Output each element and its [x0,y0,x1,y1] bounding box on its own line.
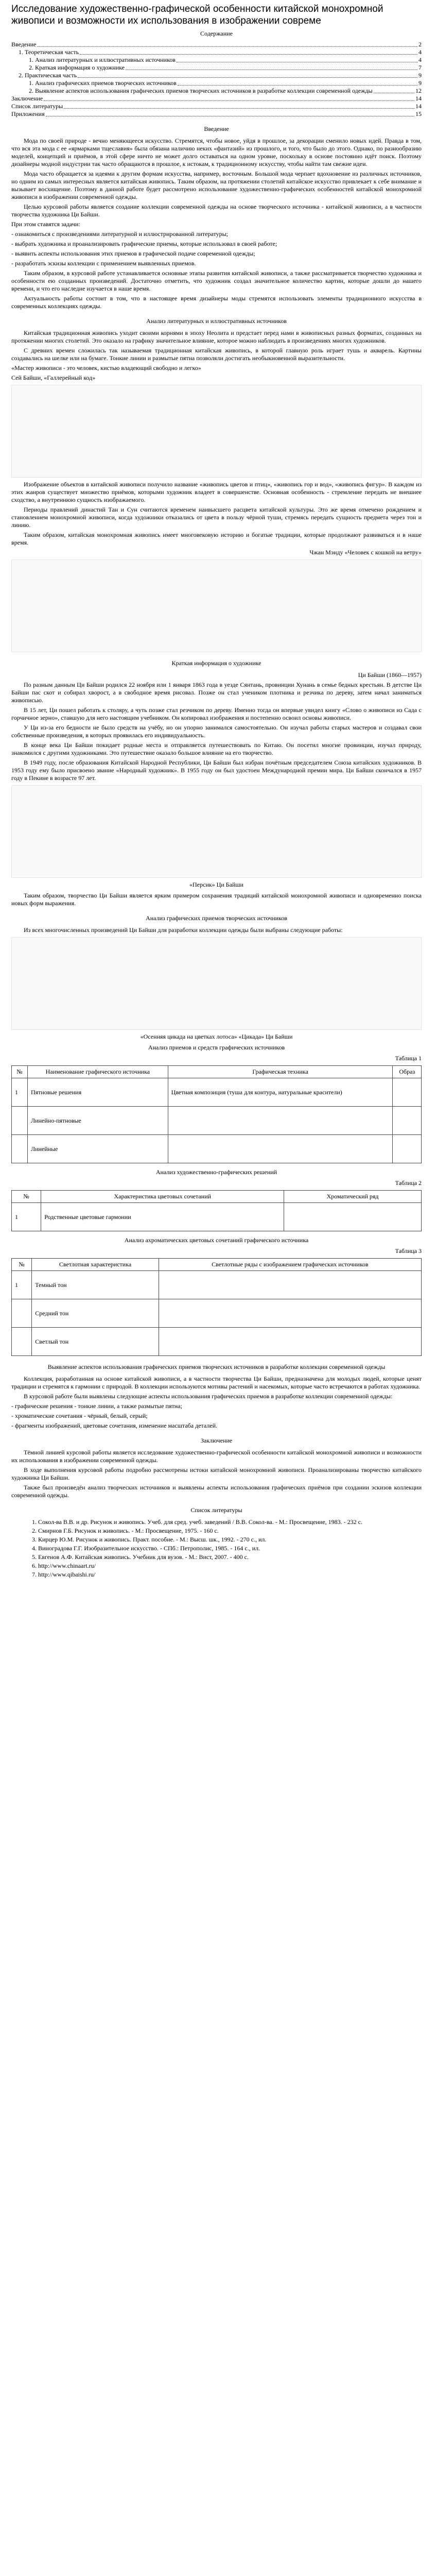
aspect-item: - фрагменты изображений, цветовые сочетания, изменение масштаба деталей. [11,1422,218,1429]
table-cell [12,1299,32,1328]
toc-entry-label: Заключение [11,95,43,102]
toc-entry-label: 1. Теоретическая часть [19,48,79,56]
toc-entry-page: 4 [418,56,422,63]
table-header-cell: № [12,1066,28,1078]
table-row [12,1328,422,1356]
toc-leader-dots [80,54,417,55]
artist-paragraph-1: По разным данным Ци Байши родился 22 ноября или 1 января 1863 года в уезде Сянтань, провинции Хунань в семье бедных крестьян. В детстве Ци Байши пас скот и собирал хворост, а в свободное время рисовал. Позже он стал учеником плотника и резчика по дереву, затем начал заниматься живописью. [11,681,422,704]
toc-entry-label: 2. Практическая часть [19,72,77,79]
reference-item: 3. Кирцер Ю.М. Рисунок и живопись. Практ. пособие. - М.: Высш. шк., 1992. - 270 с., ил. [32,1536,267,1543]
task-item: - разработать эскизы коллекции с применением выявленных приемов. [11,260,196,267]
artwork-caption-right: Чжан Мэнду «Человек с кошкой на ветру» [309,549,422,556]
practical-paragraph-3: В курсовой работе были выявлены следующие аспекты использования графических приемов в разработке коллекции современной одежды: [24,1393,393,1400]
works-caption: «Осенняя цикада на цветках лотоса» «Цикада» Ци Байши [140,1033,293,1040]
analysis-heading: Анализ литературных и иллюстративных источников [146,317,287,325]
toc-entry-page: 9 [418,72,422,79]
table-cell [159,1271,421,1299]
toc-leader-dots [178,85,417,86]
intro-paragraph-5: Актуальность работы состоит в том, что в настоящее время дизайнеры моды стремятся использовать элементы традиционного искусства в современных коллекциях одежды. [11,295,422,310]
toc-entry-page: 15 [415,110,422,117]
table-cell [12,1107,28,1135]
artist-paragraph-2: В 15 лет, Ци пошел работать к столяру, а чуть позже стал резчиком по дереву. Именно тогда он впервые увидел книгу «Слово о живописи из Сада с горчичное зерно», ставшую для него настоящим учебником. Он копировал изображения и постепенно освоил основы живописи. [11,706,422,721]
artist-paragraph-3: У Ци из-за его бедности не было средств на учёбу, но он упорно занимался самостоятельно. Он изучал работы старых мастеров и создавал свои собственные произведения, в которых проявилась его индивидуальность. [11,724,422,739]
reference-item: 7. http://www.qibaishi.ru/ [32,1571,96,1578]
task-item: - выявить аспекты использования этих приемов в графической подаче современной одежды; [11,250,255,257]
analysis-paragraph-3: Изображение объектов в китайской живописи получило название «живопись цветов и птиц», «живопись гор и вод», «живопись фигур». В каждом из этих жанров существует множество приёмов, которыми художник владеет в совершенстве. Основная особенность - стремление передать не внешнее сходство, а внутреннюю сущность изображаемого. [11,481,422,503]
reference-item: 6. http://www.chinaart.ru/ [32,1562,96,1569]
table-row [12,1107,422,1135]
toc-entry-label: 1. Анализ графических приемов творческих источников [29,79,177,87]
table-cell [159,1299,421,1328]
table-cell [393,1107,422,1135]
table-header-cell: № [12,1259,32,1271]
toc-entry-page: 14 [415,103,422,110]
artist-paragraph-5: В 1949 году, после образования Китайской Народной Республики, Ци Байши был избран почётным председателем Союза китайских художников. В 1953 году ему было присвоено звание «Народный художник». В 1955 году он был удостоен Международной премии мира. Ци Байши скончался в 1957 году в Пекине в возрасте 97 лет. [11,759,422,782]
table-header-cell: Характеристика цветовых сочетаний [41,1191,284,1203]
table-cell [12,1135,28,1163]
table-row [12,1078,422,1107]
table-cell [159,1328,421,1356]
table-cell [168,1107,393,1135]
reference-item: 1. Сокол-ва В.В. и др. Рисунок и живопись. Учеб. для сред. учеб. заведений / В.В. Сокол-ва. - М.: Просвещение, 1983. - 232 с. [32,1518,362,1526]
toc-leader-dots [44,100,414,101]
toc-entry[interactable] [11,64,422,72]
toc-leader-dots [37,46,417,47]
table1-number: Таблица 1 [395,1055,422,1062]
analysis-quote: «Мастер живописи - это человек, кистью владеющий свободно и легко» [11,364,201,371]
toc-entry-label: 2. Выявление аспектов использования графических приемов творческих источников в разработке коллекции современной одежды [29,87,373,94]
table-cell: Цветная композиция (туша для контура, натуральные красители) [168,1078,393,1107]
toc-leader-dots [64,108,414,109]
table-cell: Родственные цветовые гармонии [41,1203,284,1231]
practical-heading: Анализ графических приемов творческих источников [146,914,287,922]
practical-paragraph-2: Коллекция, разработанная на основе китайской живописи, а в частности творчества Ци Байши, предназначена для молодых людей, которые ценят традиции и стремятся к гармонии с природой. В коллекции используются мотивы растений и насекомых, которые часто встречаются в работах художника. [11,1375,422,1390]
table-cell [284,1203,422,1231]
table-header-cell: Образ [393,1066,422,1078]
task-item: - выбрать художника и проанализировать графические приемы, которые использовал в своей работе; [11,240,277,247]
table3-number: Таблица 3 [395,1247,422,1255]
table-cell: Светлый тон [32,1328,159,1356]
intro-tasks-label: При этом ставятся задачи: [11,221,80,228]
intro-paragraph-1: Мода по своей природе - вечно меняющееся искусство. Стремятся, чтобы новое, уйдя в прошлое, за декорации сменило новых идей. Правда в том, что вся эта мода с ее «ярмарками тщеславия» была обязана наличию неких «фантазий» из прошлого, и того, что было до этого. Однако, по разнообразию моделей, концепций и приёмов, в этой сфере ничто не может долго оставаться на одном уровне, поскольку в основе постоянно идёт поиск. Поэтому дизайнеры модной индустрии так часто обращаются в прошлое, к истокам, к традиционному искусству, чтобы найти там свежие идеи. [11,137,422,167]
toc-entry[interactable] [11,79,422,87]
document-title: Исследование художественно-графической особенности китайской монохромной живописи и возможности их использования в изображении совреме [11,4,383,26]
table-row [12,1299,422,1328]
artwork-figure-4 [11,937,422,1030]
analysis-paragraph-5: Таким образом, китайская монохромная живопись имеет многовековую историю и богатые традиции, которые продолжают развиваться и в наше время. [11,531,422,546]
table-cell: Средний тон [32,1299,159,1328]
table3-title: Анализ ахроматических цветовых сочетаний графического источника [124,1236,309,1244]
intro-tasks-list [11,230,422,267]
table-1 [11,1065,422,1163]
table-row [12,1135,422,1163]
table-cell [12,1328,32,1356]
artist-paragraph-6: Таким образом, творчество Ци Байши является ярким примером сохранения традиций китайской монохромной живописи и одновременно поиска новых форм выражения. [11,892,422,907]
table-cell: Темный тон [32,1271,159,1299]
toc-entry[interactable] [11,41,422,48]
table-header-cell: Светлотные ряды с изображением графических источников [159,1259,421,1271]
table-3 [11,1258,422,1356]
table-header-cell: Наименование графического источника [27,1066,168,1078]
table-cell [393,1078,422,1107]
table-2 [11,1190,422,1231]
practical-heading-2: Выявление аспектов использования графических приемов творческих источников в разработке коллекции современной одежды [47,1363,386,1370]
intro-paragraph-4: Таким образом, в курсовой работе устанавливается основные этапы развития китайской живописи, а также рассматривается творчество художника и особенности ею созданных произведений. Достаточно отметить, что художник создал значительное количество картин, которые дошли до нашего времени, и что его наследие изучается в наше время. [11,269,422,292]
toc-entry-page: 7 [418,64,422,71]
table-cell: 1 [12,1271,32,1299]
aspects-list [11,1402,422,1430]
aspect-item: - хроматические сочетания - чёрный, белый, серый; [11,1412,148,1419]
references-list [11,1518,422,1579]
reference-item: 2. Смирнов Г.Б. Рисунок и живопись. - М.: Просвещение, 1975. - 160 с. [32,1527,219,1534]
toc-leader-dots [78,77,417,78]
analysis-paragraph-4: Периоды правлений династий Тан и Сун считаются временем наивысшего расцвета китайской культуры. Это же время отмечено рождением и становлением монохромной живописи, когда художники отказались от цвета в пользу чёрной туши, стремясь передать сущность предмета через тон и линию. [11,506,422,529]
table-of-contents [11,41,422,118]
toc-entry[interactable] [11,56,422,64]
table-cell: 1 [12,1078,28,1107]
artwork-figure-1 [11,385,422,478]
intro-paragraph-2: Мода часто обращается за идеями к другим формам искусства, например, восточным. Большой мода черпает вдохновение из различных источников, но одним из самых интересных является китайская живопись. Таким образом, на протяжении столетий китайское искусство привлекает к себе внимание и вызывает восхищение. Поэтому в данной работе будет рассмотрено использование художественно-графических особенностей китайской монохромной живописи в изображении современной одежды. [11,170,422,200]
toc-entry-label: 2. Краткая информация о художнике [29,64,125,71]
intro-paragraph-3: Целью курсовой работы является создание коллекции современной одежды на основе творческого источника - китайской живописи, а в частности творчества художника Ци Байши. [11,203,422,218]
conclusion-paragraph-2: В ходе выполнения курсовой работы подробно рассмотрены истоки китайской монохромной живописи. Проанализированы творчество китайского художника Ци Байши. [11,1466,422,1481]
toc-entry-page: 2 [418,41,422,48]
toc-entry[interactable] [11,48,422,56]
table-cell: 1 [12,1203,41,1231]
table2-title: Анализ художественно-графических решений [155,1168,277,1176]
toc-entry[interactable] [11,72,422,79]
aspect-item: - графические решения - тонкие линии, а также размытые пятна; [11,1402,182,1410]
toc-entry-page: 9 [418,79,422,87]
table-cell: Пятновые решения [27,1078,168,1107]
contents-heading: Содержание [200,30,233,37]
table-header-cell: Светлотная характеристика [32,1259,159,1271]
table2-number: Таблица 2 [395,1179,422,1187]
conclusion-heading: Заключение [200,1437,233,1444]
task-item: - ознакомиться с произведениями литературной и иллюстрированной литературы; [11,230,228,238]
artist-paragraph-4: В конце века Ци Байши покидает родные места и отправляется путешествовать по Китаю. Он посетил многие провинции, изучал природу, знакомился с другими художниками. Это путешествие оказало большое влияние на его творчество. [11,741,422,756]
reference-item: 4. Виноградова Г.Г. Изобразительное искусство. - СПб.: Петрополис, 1985. - 164 с., ил. [32,1545,260,1552]
table-cell: Линейно-пятновые [27,1107,168,1135]
table-cell [168,1135,393,1163]
toc-entry-label: Список литературы [11,103,63,110]
toc-entry-page: 12 [415,87,422,94]
table1-title: Анализ приемов и средств графических источников [148,1044,285,1051]
artwork-figure-2 [11,560,422,652]
analysis-quote-author: Сей Байши, «Галлерейный код» [11,374,96,381]
toc-entry-label: 1. Анализ литературных и иллюстративных источников [29,56,176,63]
practical-paragraph-1: Из всех многочисленных произведений Ци Байши для разработки коллекции одежды были выбраны следующие работы: [24,926,343,934]
table-row [12,1271,422,1299]
table-header-cell: № [12,1191,41,1203]
toc-entry-label: Приложения [11,110,45,117]
toc-entry-page: 4 [418,48,422,56]
toc-entry-label: Введение [11,41,37,48]
analysis-paragraph-1: Китайская традиционная живопись уходит своими корнями в эпоху Неолита и предстает перед нами в живописных разных форматах, созданных на протяжении многих столетий. Это оказало на графику значительное влияние, которое можно наблюдать в произведениях многих художников. [11,329,422,344]
conclusion-paragraph-1: Тёмной линией курсовой работы является исследование художественно-графической особенности китайской монохромной живописи и возможности их использования в изображении современной одежды. [11,1449,422,1464]
artist-heading: Краткая информация о художнике [171,659,261,667]
artist-name-line: Ци Байши (1860—1957) [358,671,422,679]
table-cell: Линейные [27,1135,168,1163]
toc-entry[interactable] [11,103,422,110]
table-header-cell: Графическая техника [168,1066,393,1078]
table-header-cell: Хроматический ряд [284,1191,422,1203]
artwork-figure-3 [11,785,422,878]
artwork-caption-peach: «Персик» Ци Байши [189,881,243,888]
analysis-paragraph-2: С древних времен сложилась так называемая традиционная китайская живопись, в которой главную роль играет тушь и акварель. Картины создавались на шелке или на бумаге. Тонкие линии и размытые пятна позволяли достигать необыкновенной выразительности. [11,347,422,362]
conclusion-paragraph-3: Также был произведён анализ творческих источников и выявлены аспекты использования графических приёмов при создании эскизов коллекции современной одежды. [11,1484,422,1499]
references-heading: Список литературы [190,1506,242,1514]
table-cell [393,1135,422,1163]
toc-entry[interactable] [11,95,422,103]
toc-entry[interactable] [11,110,422,118]
toc-entry[interactable] [11,87,422,95]
reference-item: 5. Евгенов А.Ф. Китайская живопись. Учебник для вузов. - М.: Вист, 2007. - 400 с. [32,1553,249,1561]
toc-entry-page: 14 [415,95,422,102]
table-row [12,1203,422,1231]
intro-heading: Введение [204,125,229,132]
